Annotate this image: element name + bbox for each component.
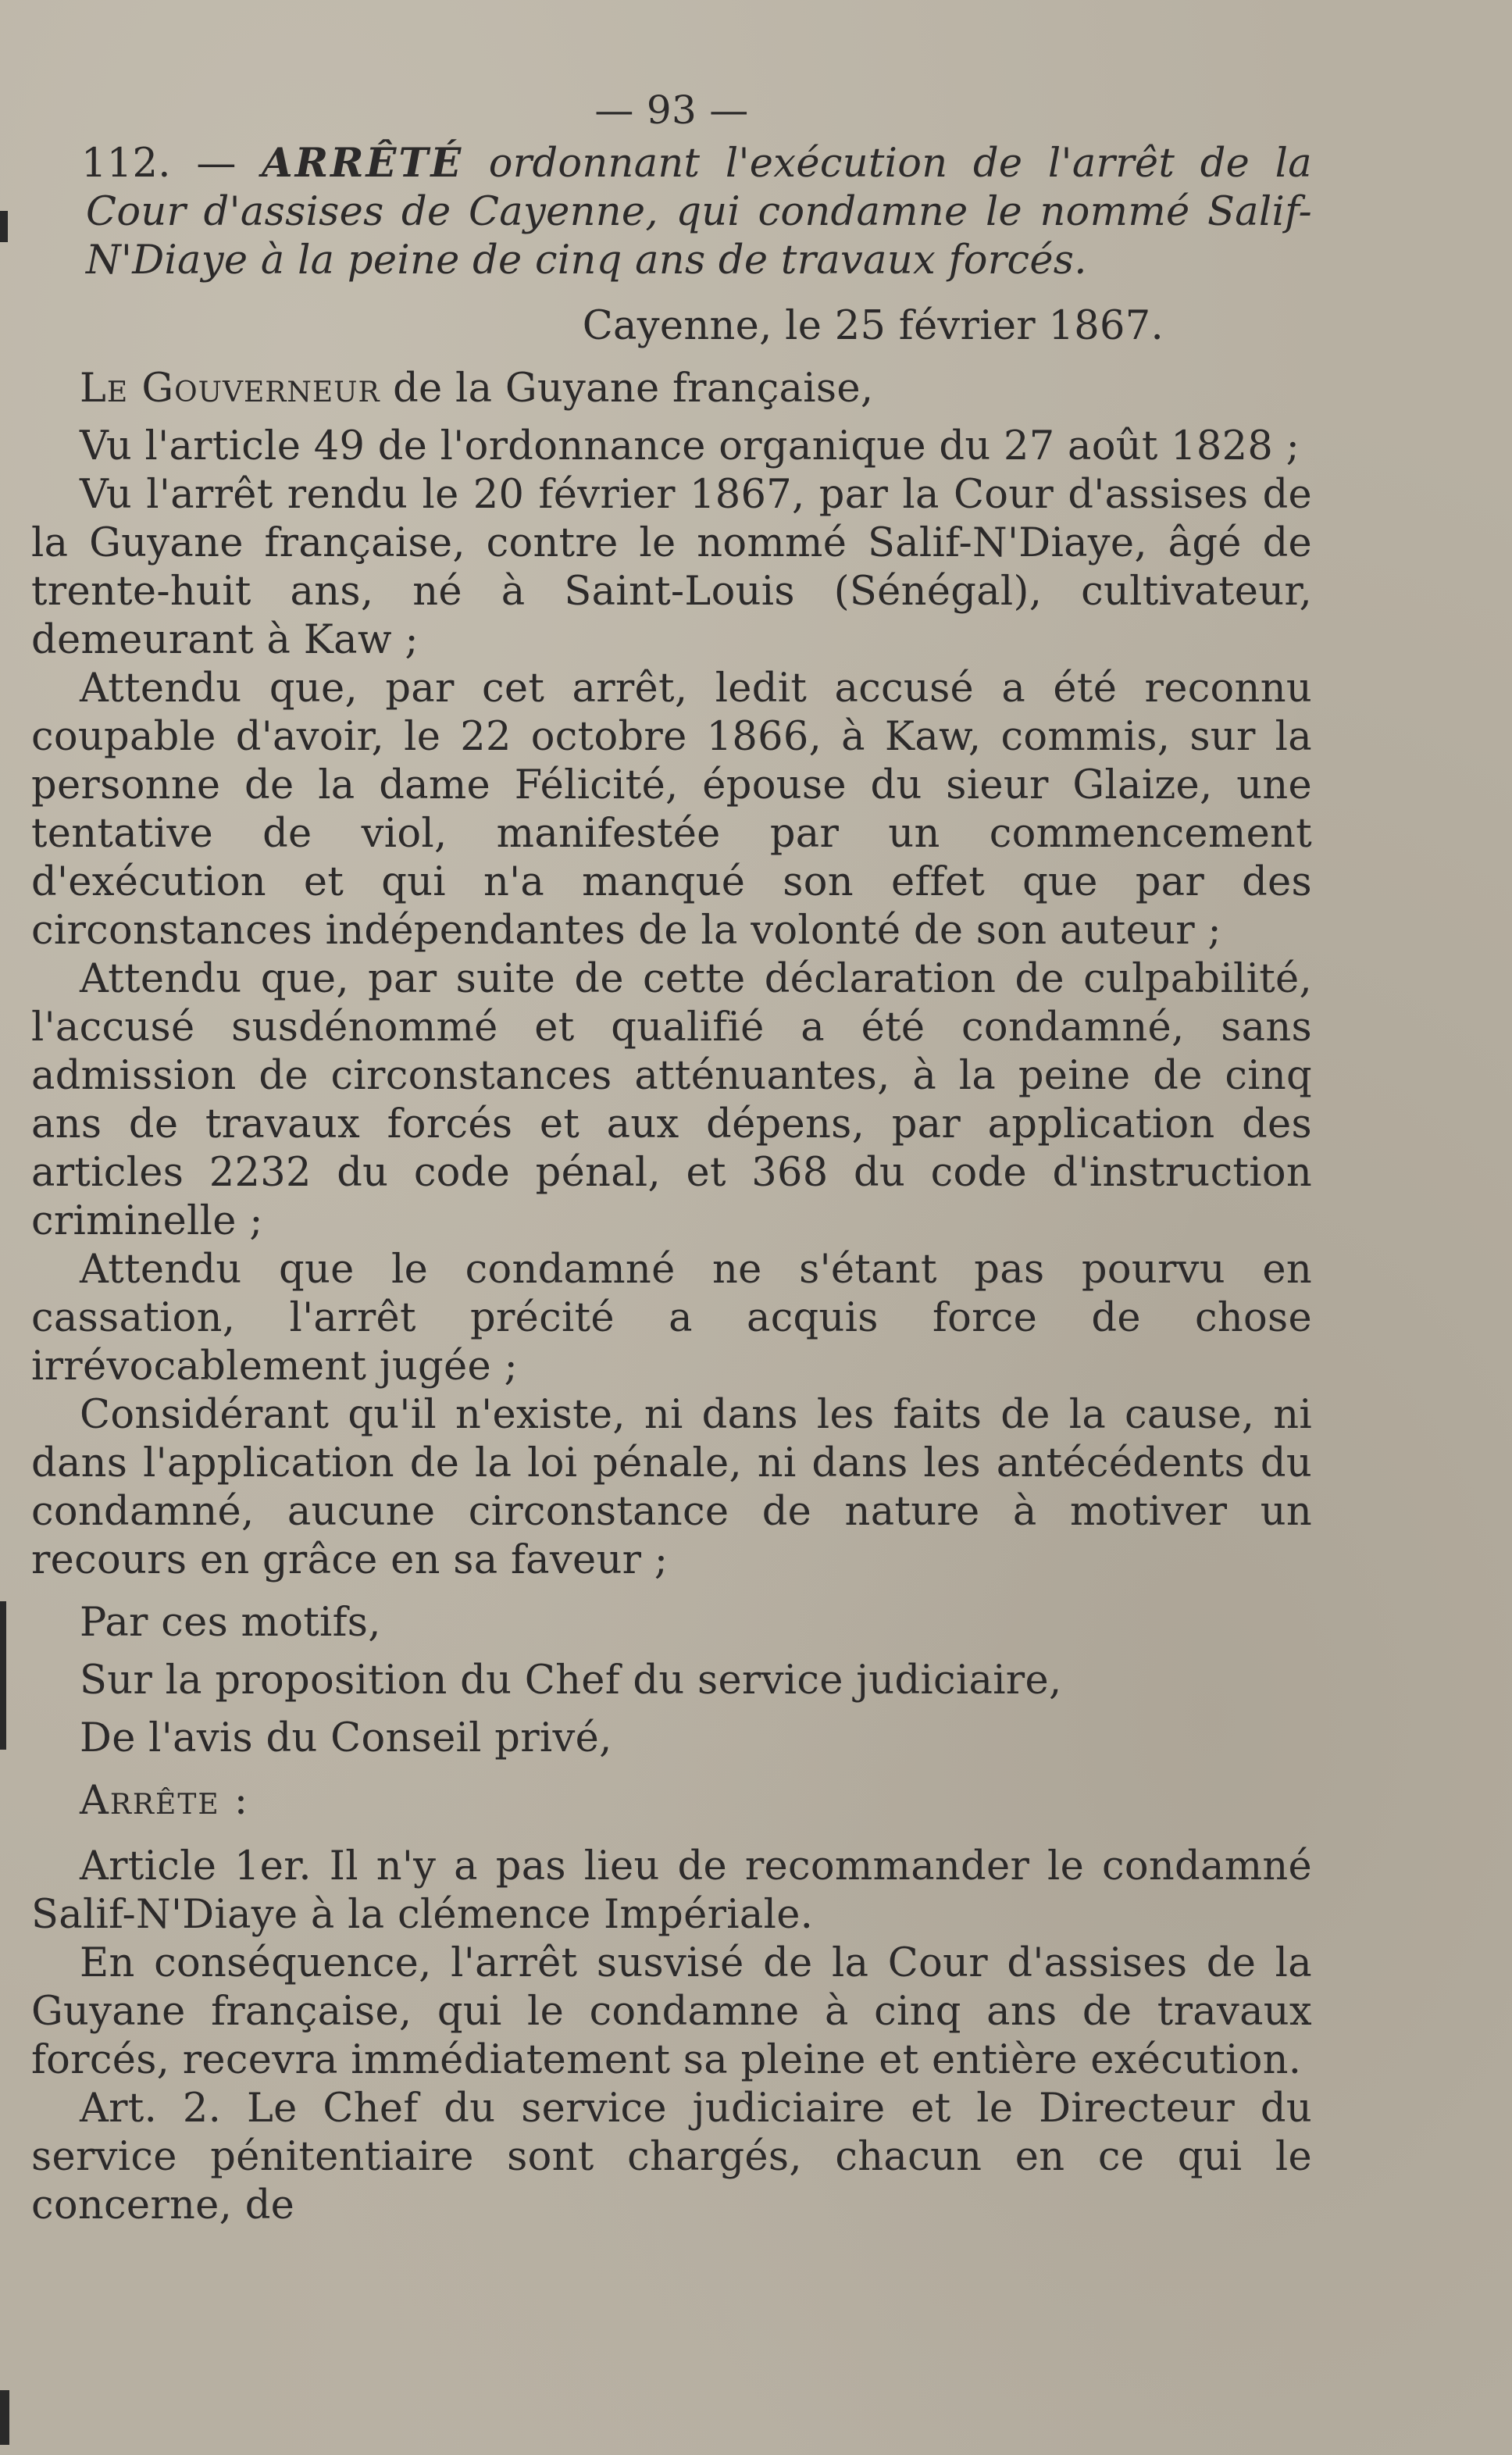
- entry-title-word: ARRÊTÉ: [262, 140, 464, 187]
- article-1-consequence: En conséquence, l'arrêt susvisé de la Cour d'assises de la Guyane française, qui le condamne à cinq ans de travaux forcés, recevra immédiatement sa pleine et entière exécution.: [31, 1940, 1312, 2083]
- closing-line-avis: De l'avis du Conseil privé,: [80, 1715, 612, 1761]
- text-column: [31, 86, 1312, 2230]
- dateline: Cayenne, le 25 février 1867.: [582, 303, 1164, 349]
- article-1: Article 1er. Il n'y a pas lieu de recommander le condamné Salif-N'Diaye à la clémence Impériale.: [31, 1843, 1312, 1938]
- closing-line-motifs: Par ces motifs,: [80, 1600, 381, 1646]
- article-2: Art. 2. Le Chef du service judiciaire et le Directeur du service pénitentiaire sont chargés, chacun en ce qui le concerne, de: [31, 2086, 1312, 2228]
- paragraph-attendu-3: Attendu que le condamné ne s'étant pas pourvu en cassation, l'arrêt précité a acquis force de chose irrévocablement jugée ;: [31, 1247, 1312, 1390]
- closing-line-proposition: Sur la proposition du Chef du service judiciaire,: [80, 1657, 1062, 1704]
- paragraph-vu-article: Vu l'article 49 de l'ordonnance organique du 27 août 1828 ;: [80, 423, 1300, 469]
- paragraph-attendu-2: Attendu que, par suite de cette déclaration de culpabilité, l'accusé susdénommé et qualifié a été condamné, sans admission de circonstances atténuantes, à la peine de cinq ans de travaux forcés et aux dépens, par application des articles 2232 du code pénal, et 368 du code d'instruction criminelle ;: [31, 956, 1312, 1244]
- paragraph-vu-arret: Vu l'arrêt rendu le 20 février 1867, par la Cour d'assises de la Guyane française, contre le nommé Salif-N'Diaye, âgé de trente-huit ans, né à Saint-Louis (Sénégal), cultivateur, demeurant à Kaw ;: [31, 472, 1312, 663]
- paragraph-considerant: Considérant qu'il n'existe, ni dans les faits de la cause, ni dans l'application de la loi pénale, ni dans les antécédents du condamné, aucune circonstance de nature à motiver un recours en grâce en sa faveur ;: [31, 1392, 1312, 1583]
- governor-line: [31, 365, 1312, 413]
- governor-rest: de la Guyane française,: [393, 366, 874, 412]
- binding-mark-middle: [0, 1601, 6, 1750]
- binding-mark-bottom: [0, 2390, 9, 2445]
- governor-heading: Le Gouverneur: [80, 366, 380, 412]
- paragraph-attendu-1: Attendu que, par cet arrêt, ledit accusé a été reconnu coupable d'avoir, le 22 octobre 1866, à Kaw, commis, sur la personne de la dame Félicité, épouse du sieur Glaize, une tentative de viol, manifestée par un commencement d'exécution et qui n'a manqué son effet que par des circonstances indépendantes de la volonté de son auteur ;: [31, 665, 1312, 954]
- arrete-heading: [31, 1777, 1312, 1825]
- arrete-heading-text: Arrête :: [80, 1778, 250, 1824]
- entry-dash: —: [196, 141, 237, 187]
- entry-title-rest: ordonnant l'exécution de l'arrêt de la Cour d'assises de Cayenne, qui condamne le nommé Salif-N'Diaye à la peine de cinq ans de travaux forcés.: [86, 141, 1313, 284]
- entry-number: 112.: [81, 141, 171, 187]
- binding-mark-top: [0, 211, 8, 242]
- entry-heading: [31, 139, 1312, 285]
- page-number: — 93 —: [594, 87, 749, 133]
